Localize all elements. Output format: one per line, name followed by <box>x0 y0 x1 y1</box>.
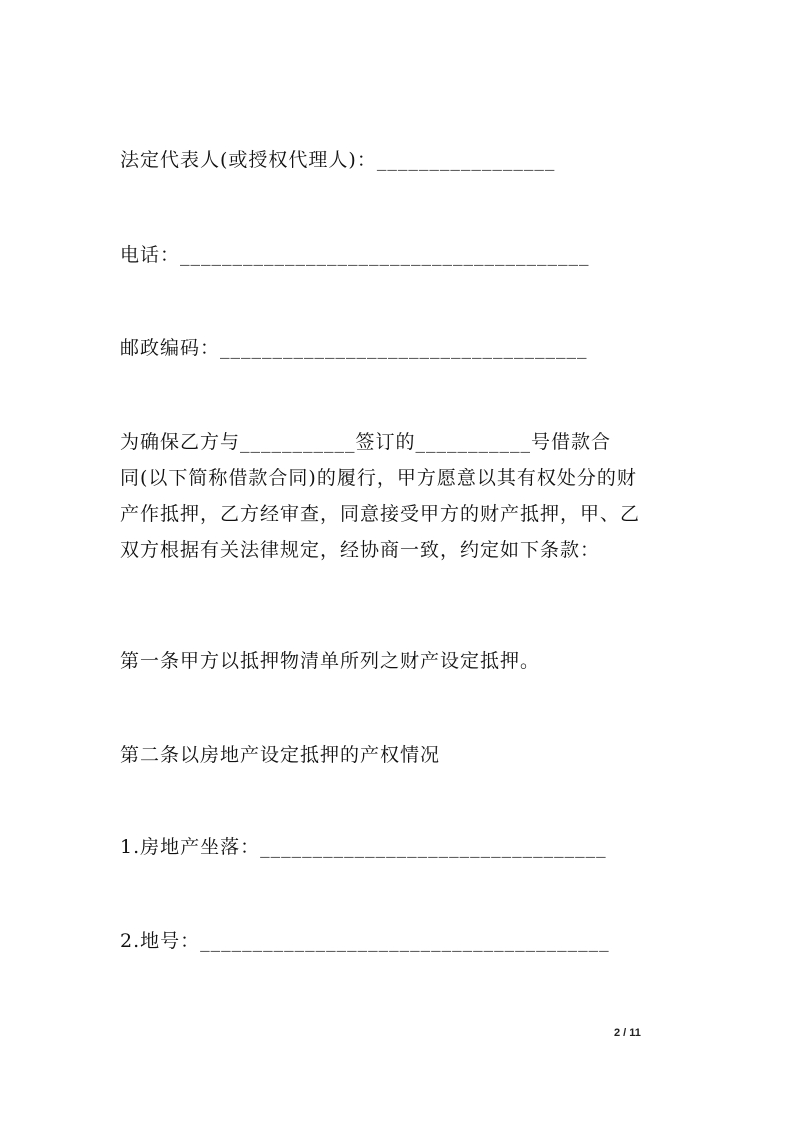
property-location-field: 1.房地产坐落：_________________________________ <box>120 836 607 858</box>
paragraph-line: 同(以下简称借款合同)的履行，甲方愿意以其有权处分的财 <box>120 467 637 489</box>
page-indicator: 2 / 11 <box>614 1027 641 1039</box>
article-1: 第一条甲方以抵押物清单所列之财产设定抵押。 <box>120 650 541 672</box>
lot-number-field: 2.地号：_______________________________________ <box>120 930 610 952</box>
paragraph-line: 产作抵押，乙方经审查，同意接受甲方的财产抵押，甲、乙 <box>120 503 641 525</box>
paragraph-line: 双方根据有关法律规定，经协商一致，约定如下条款： <box>120 539 601 561</box>
legal-representative-field: 法定代表人(或授权代理人)：_________________ <box>120 149 556 171</box>
paragraph-line: 为确保乙方与___________签订的___________号借款合 <box>120 431 612 453</box>
phone-field: 电话：_______________________________________ <box>120 244 590 266</box>
postal-code-field: 邮政编码：___________________________________ <box>120 337 588 359</box>
article-2: 第二条以房地产设定抵押的产权情况 <box>120 744 441 766</box>
purpose-paragraph <box>120 424 680 568</box>
